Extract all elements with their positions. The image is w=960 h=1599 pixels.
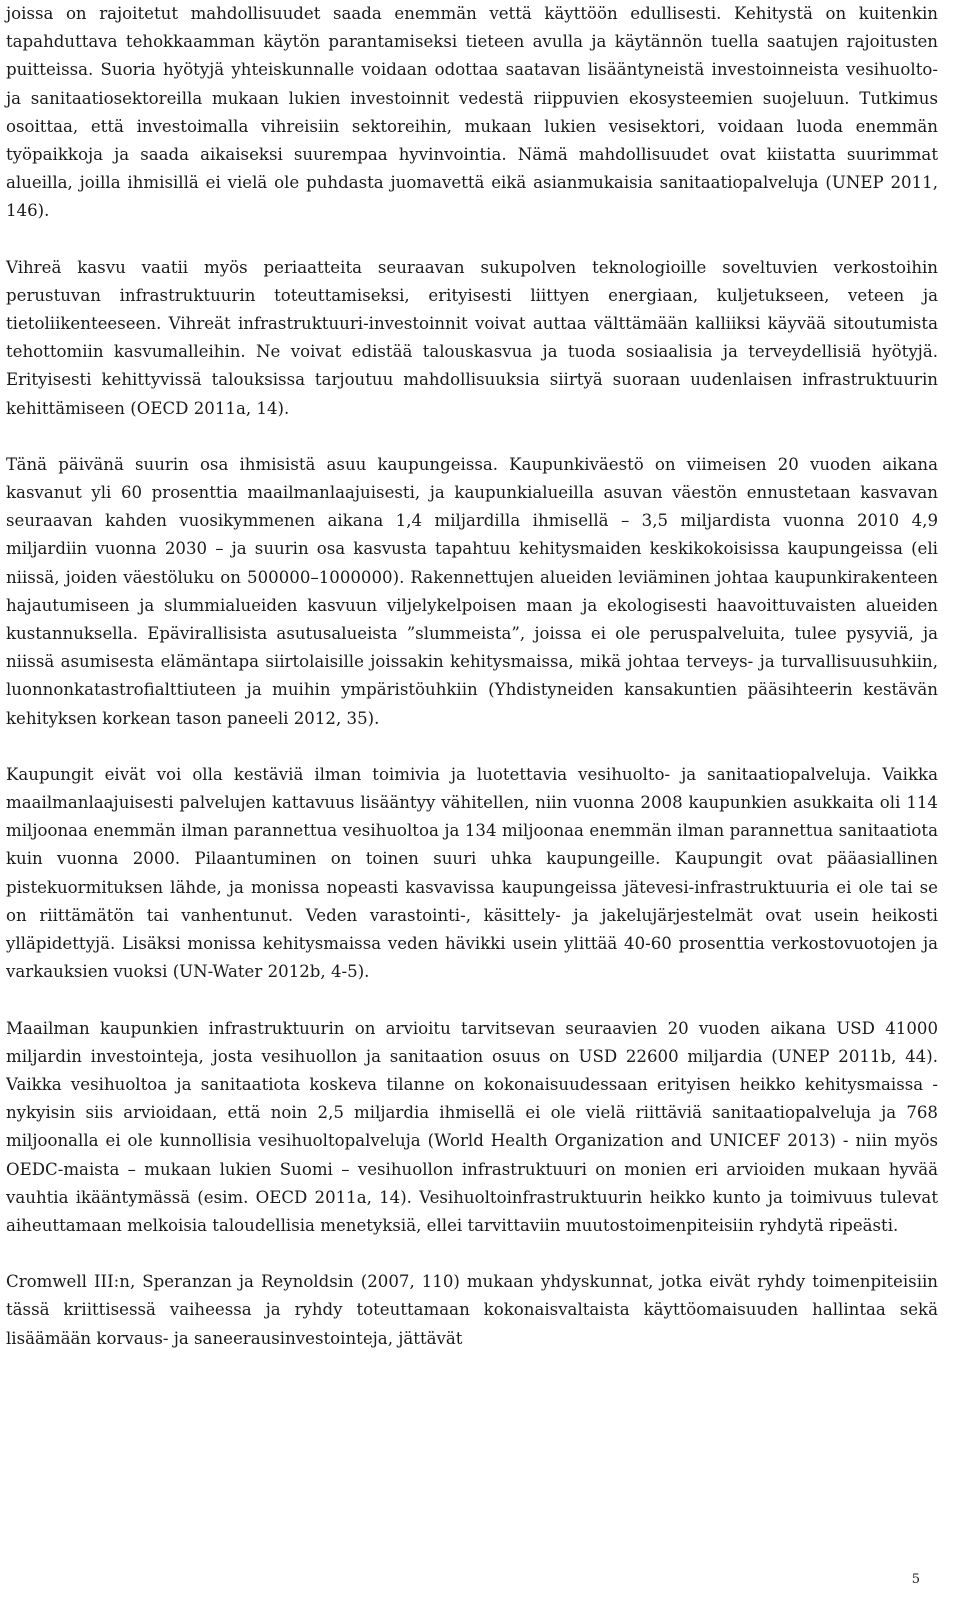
paragraph-2: Vihreä kasvu vaatii myös periaatteita seuraavan sukupolven teknologioille soveltuvien verkostoihin perustuvan infrastruktuurin toteuttamiseksi, erityisesti liittyen energiaan, kuljetukseen, veteen ja tietoliikenteeseen. Vihreät infrastruktuuri-investoinnit voivat auttaa välttämään kalliiksi käyvää sitoutumista tehottomiin kasvumalleihin. Ne voivat edistää talouskasvua ja tuoda sosiaalisia ja terveydellisiä hyötyjä. Erityisesti kehittyvissä talouksissa tarjoutuu mahdollisuuksia siirtyä suoraan uudenlaisen infrastruktuurin kehittämiseen (OECD 2011a, 14). (6, 257, 938, 418)
paragraph-4: Kaupungit eivät voi olla kestäviä ilman toimivia ja luotettavia vesihuolto- ja sanitaatiopalveluja. Vaikka maailmanlaajuisesti palvelujen kattavuus lisääntyy vähitellen, niin vuonna 2008 kaupunkien asukkaita oli 114 miljoonaa enemmän ilman parannettua vesihuoltoa ja 134 miljoonaa enemmän ilman parannettua sanitaatiota kuin vuonna 2000. Pilaantuminen on toinen suuri uhka kaupungeille. Kaupungit ovat pääasiallinen pistekuormituksen lähde, ja monissa nopeasti kasvavissa kaupungeissa jätevesi-infrastruktuuria ei ole tai se on riittämätön tai vanhentunut. Veden varastointi-, käsittely- ja jakelujärjestelmät ovat usein heikosti ylläpidettyjä. Lisäksi monissa kehitysmaissa veden hävikki usein ylittää 40-60 prosenttia verkostovuotojen ja varkauksien vuoksi (UN-Water 2012b, 4-5). (6, 764, 938, 982)
paragraph-6: Cromwell III:n, Speranzan ja Reynoldsin (2007, 110) mukaan yhdyskunnat, jotka eivät ryhdy toimenpiteisiin tässä kriittisessä vaiheessa ja ryhdy toteuttamaan kokonaisvaltaista käyttöomaisuuden hallintaa sekä lisäämään korvaus- ja saneerausinvestointeja, jättävät (6, 1272, 938, 1348)
document-body (6, 0, 938, 1353)
paragraph-3: Tänä päivänä suurin osa ihmisistä asuu kaupungeissa. Kaupunkiväestö on viimeisen 20 vuoden aikana kasvanut yli 60 prosenttia maailmanlaajuisesti, ja kaupunkialueilla asuvan väestön ennustetaan kasvavan seuraavan kahden vuosikymmenen aikana 1,4 miljardilla ihmisellä – 3,5 miljardista vuonna 2010 4,9 miljardiin vuonna 2030 – ja suurin osa kasvusta tapahtuu kehitysmaiden keskikokoisissa kaupungeissa (eli niissä, joiden väestöluku on 500000–1000000). Rakennettujen alueiden leviäminen johtaa kaupunkirakenteen hajautumiseen ja slummialueiden kasvuun viljelykelpoisen maan ja ekologisesti haavoittuvaisten alueiden kustannuksella. Epävirallisista asutusalueista ”slummeista”, joissa ei ole peruspalveluita, tulee pysyviä, ja niissä asumisesta elämäntapa siirtolaisille joissakin kehitysmaissa, mikä johtaa terveys- ja turvallisuusuhkiin, luonnonkatastrofialttiuteen ja muihin ympäristöuhkiin (Yhdistyneiden kansakuntien pääsihteerin kestävän kehityksen korkean tason paneeli 2012, 35). (6, 454, 938, 728)
paragraph-5: Maailman kaupunkien infrastruktuurin on arvioitu tarvitsevan seuraavien 20 vuoden aikana USD 41000 miljardin investointeja, josta vesihuollon ja sanitaation osuus on USD 22600 miljardia (UNEP 2011b, 44). Vaikka vesihuoltoa ja sanitaatiota koskeva tilanne on kokonaisuudessaan erityisen heikko kehitysmaissa - nykyisin siis arvioidaan, että noin 2,5 miljardia ihmisellä ei ole vielä riittäviä sanitaatiopalveluja ja 768 miljoonalla ei ole kunnollisia vesihuoltopalveluja (World Health Organization and UNICEF 2013) - niin myös OEDC-maista – mukaan lukien Suomi – vesihuollon infrastruktuuri on monien eri arvioiden mukaan hyvää vauhtia ikääntymässä (esim. OECD 2011a, 14). Vesihuoltoinfrastruktuurin heikko kunto ja toimivuus tulevat aiheuttamaan melkoisia taloudellisia menetyksiä, ellei tarvittaviin muutostoimenpiteisiin ryhdytä ripeästi. (6, 1018, 938, 1235)
paragraph-1: joissa on rajoitetut mahdollisuudet saada enemmän vettä käyttöön edullisesti. Kehitystä on kuitenkin tapahduttava tehokkaamman käytön parantamiseksi tieteen avulla ja käytännön tuella saatujen rajoitusten puitteissa. Suoria hyötyjä yhteiskunnalle voidaan odottaa saatavan lisääntyneistä investoinneista vesihuolto- ja sanitaatiosektoreilla mukaan lukien investoinnit vedestä riippuvien ekosysteemien suojeluun. Tutkimus osoittaa, että investoimalla vihreisiin sektoreihin, mukaan lukien vesisektori, voidaan luoda enemmän työpaikkoja ja saada aikaiseksi suurempaa hyvinvointia. Nämä mahdollisuudet ovat kiistatta suurimmat alueilla, joilla ihmisillä ei vielä ole puhdasta juomavettä eikä asianmukaisia sanitaatiopalveluja (UNEP 2011, 146). (6, 4, 938, 221)
page-number: 5 (911, 1572, 920, 1587)
